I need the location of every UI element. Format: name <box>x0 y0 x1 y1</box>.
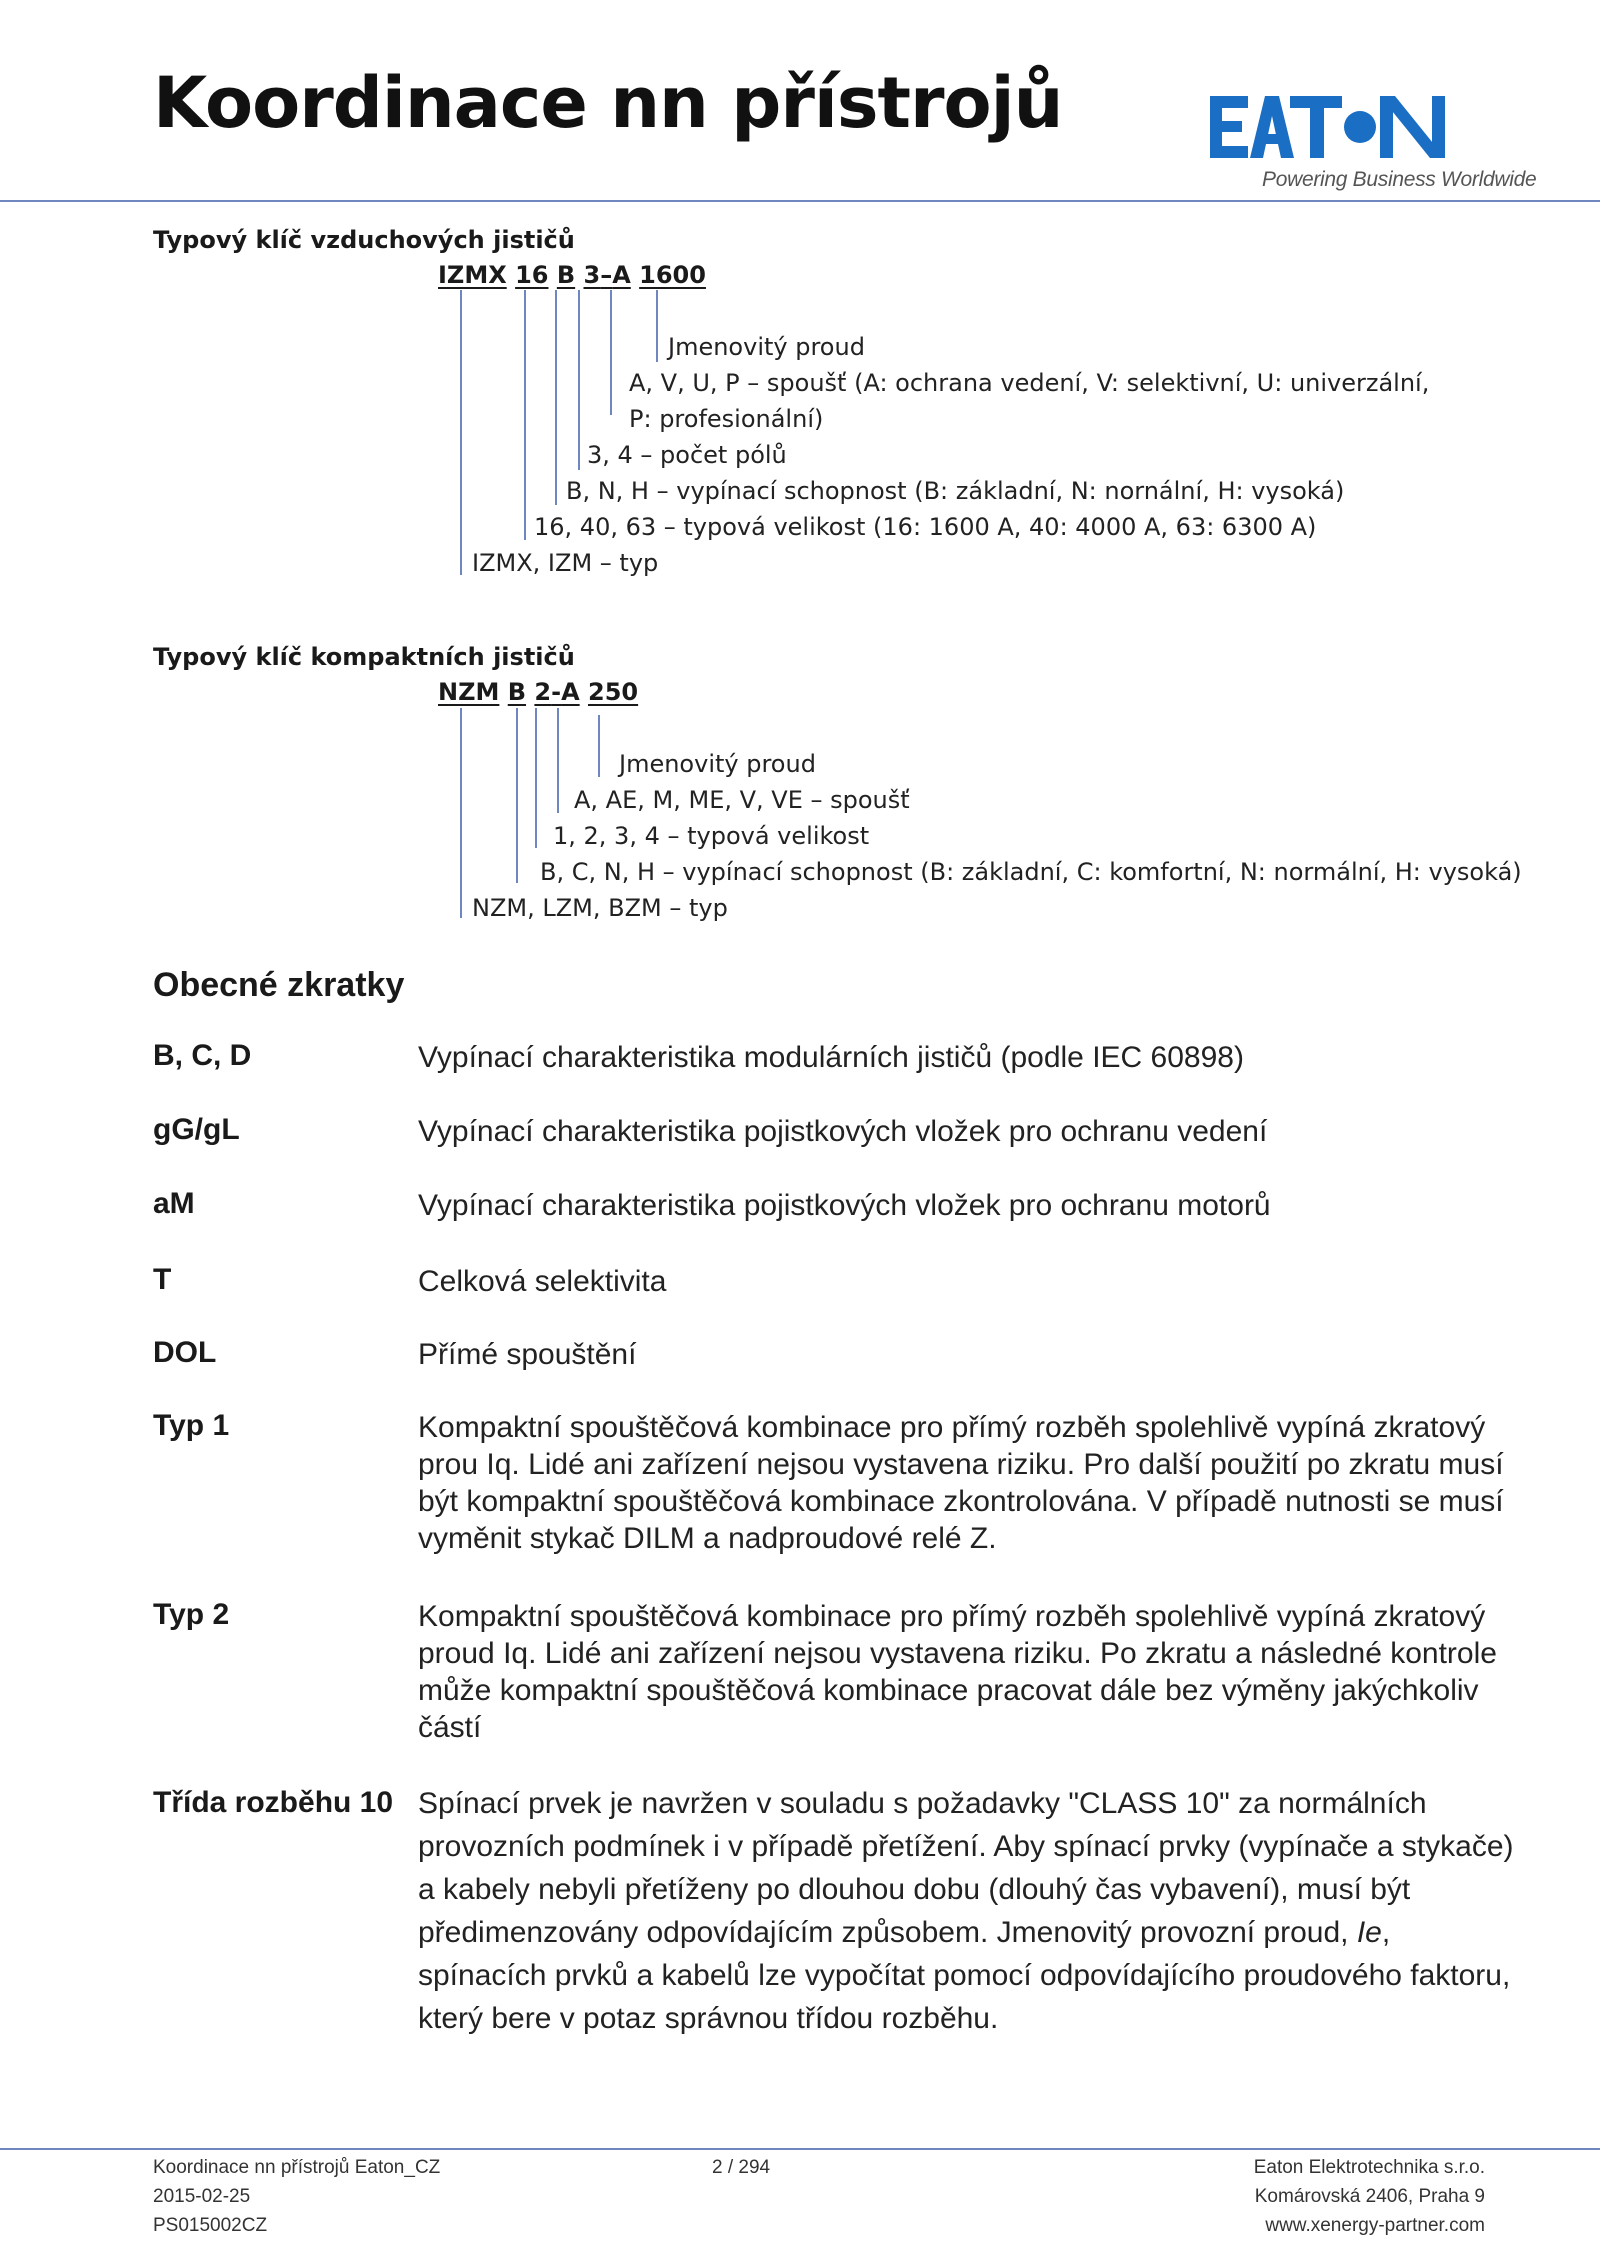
code-part: B <box>556 261 576 289</box>
code-part: 2 <box>534 678 552 706</box>
compact-key-item: NZM, LZM, BZM – typ <box>472 894 728 922</box>
abbr-term: Typ 1 <box>153 1409 230 1442</box>
definition-text: Spínací prvek je navržen v souladu s požadavky "CLASS 10" za normálních provozních podmínek i v případě přetížení. Aby spínací prvky (vypínače a stykače) a kabely nebyli přetíženy po dlouhou dobu (dlouhý čas vybavení), musí být předimenzovány odpovídajícím způsobem. Jmenovitý provozní proud, <box>418 1787 1514 1949</box>
key-leader-line <box>524 290 526 540</box>
key-leader-line <box>555 290 557 505</box>
air-key-heading: Typový klíč vzduchových jističů <box>153 226 575 254</box>
abbr-definition: Celková selektivita <box>418 1265 667 1298</box>
code-part: A <box>561 678 580 706</box>
air-key-code <box>438 261 706 289</box>
air-key-item: Jmenovitý proud <box>668 333 865 361</box>
key-leader-line <box>656 290 658 362</box>
compact-key-item: B, C, N, H – vypínací schopnost (B: základní, C: komfortní, N: normální, H: vysoká) <box>540 858 1522 886</box>
footer-page-number: 2 / 294 <box>712 2157 771 2178</box>
key-leader-line <box>460 290 462 575</box>
abbr-term: T <box>153 1263 172 1296</box>
air-key-item: A, V, U, P – spoušť (A: ochrana vedení, V: selektivní, U: univerzální, <box>629 369 1430 397</box>
footer-right <box>1254 2153 1485 2240</box>
code-part: NZM <box>438 678 500 706</box>
abbr-definition <box>418 1782 1518 2040</box>
key-leader-line <box>578 290 580 470</box>
compact-key-item: A, AE, M, ME, V, VE – spoušť <box>574 786 910 814</box>
code-part: – <box>600 261 613 289</box>
abbr-term: B, C, D <box>153 1039 252 1072</box>
abbr-term: aM <box>153 1187 195 1220</box>
compact-key-heading: Typový klíč kompaktních jističů <box>153 643 575 671</box>
air-key-item: B, N, H – vypínací schopnost (B: základní, N: nornální, H: vysoká) <box>566 477 1345 505</box>
abbr-definition: Vypínací charakteristika pojistkových vložek pro ochranu vedení <box>418 1115 1268 1148</box>
abbr-definition: Vypínací charakteristika modulárních jističů (podle IEC 60898) <box>418 1041 1244 1074</box>
code-part: IZMX <box>438 261 507 289</box>
abbr-term: gG/gL <box>153 1113 240 1146</box>
key-leader-line <box>460 708 462 918</box>
air-key-item: IZMX, IZM – typ <box>472 549 659 577</box>
compact-key-item: 1, 2, 3, 4 – typová velikost <box>553 822 870 850</box>
footer-left <box>153 2153 440 2240</box>
code-part: 250 <box>588 678 639 706</box>
abbr-definition: Kompaktní spouštěčová kombinace pro přímý rozběh spolehlivě vypíná zkratový proud Iq. Lidé ani zařízení nejsou vystavena riziku. Po zkratu a následné kontrole může kompaktní spouštěčová kombinace pracovat dále bez výměny jakýchkoliv částí <box>418 1600 1497 1744</box>
code-part: 3 <box>583 261 601 289</box>
footer-website: www.xenergy-partner.com <box>1265 2215 1485 2236</box>
key-leader-line <box>535 708 537 848</box>
abbr-definition: Kompaktní spouštěčová kombinace pro přímý rozběh spolehlivě vypíná zkratový prou Iq. Lidé ani zařízení nejsou vystavena riziku. Pro další použití po zkratu musí být kompaktní spouštěčová kombinace zkontrolována. V případě nutnosti se musí vyměnit stykač DILM a nadproudové relé Z. <box>418 1411 1504 1555</box>
abbr-definition: Přímé spouštění <box>418 1338 637 1371</box>
key-leader-line <box>598 715 600 777</box>
abbreviations-heading: Obecné zkratky <box>153 966 405 1004</box>
air-key-item: P: profesionální) <box>629 405 824 433</box>
air-key-item: 16, 40, 63 – typová velikost (16: 1600 A, 40: 4000 A, 63: 6300 A) <box>534 513 1317 541</box>
key-leader-line <box>610 290 612 415</box>
abbr-term: Třída rozběhu 10 <box>153 1786 394 1819</box>
code-part: 16 <box>515 261 549 289</box>
page-title: Koordinace nn přístrojů <box>153 62 1063 144</box>
definition-text: , spínacích prvků a kabelů lze vypočítat pomocí odpovídajícího proudového faktoru, který bere v potaz správnou třídou rozběhu. <box>418 1916 1511 2035</box>
footer-company: Eaton Elektrotechnika s.r.o. <box>1253 2157 1485 2178</box>
tagline: Powering Business Worldwide <box>1262 168 1537 191</box>
compact-key-item: Jmenovitý proud <box>619 750 816 778</box>
compact-key-code <box>438 678 638 706</box>
code-part: B <box>507 678 527 706</box>
abbr-definition: Vypínací charakteristika pojistkových vložek pro ochranu motorů <box>418 1189 1271 1222</box>
key-leader-line <box>516 708 518 883</box>
footer-date: 2015-02-25 <box>153 2186 251 2207</box>
key-leader-line <box>557 708 559 813</box>
footer-document-name: Koordinace nn přístrojů Eaton_CZ <box>153 2157 441 2178</box>
code-part: 1600 <box>639 261 706 289</box>
header-divider <box>0 200 1600 202</box>
footer-divider <box>0 2148 1600 2150</box>
eaton-logo <box>1210 96 1446 160</box>
definition-symbol: Ie <box>1356 1916 1382 1949</box>
footer-address: Komárovská 2406, Praha 9 <box>1254 2186 1485 2207</box>
abbr-term: Typ 2 <box>153 1598 230 1631</box>
air-key-item: 3, 4 – počet pólů <box>587 441 787 469</box>
code-part: - <box>551 678 562 706</box>
abbr-term: DOL <box>153 1336 217 1369</box>
footer-doc-code: PS015002CZ <box>153 2215 268 2236</box>
code-part: A <box>612 261 631 289</box>
